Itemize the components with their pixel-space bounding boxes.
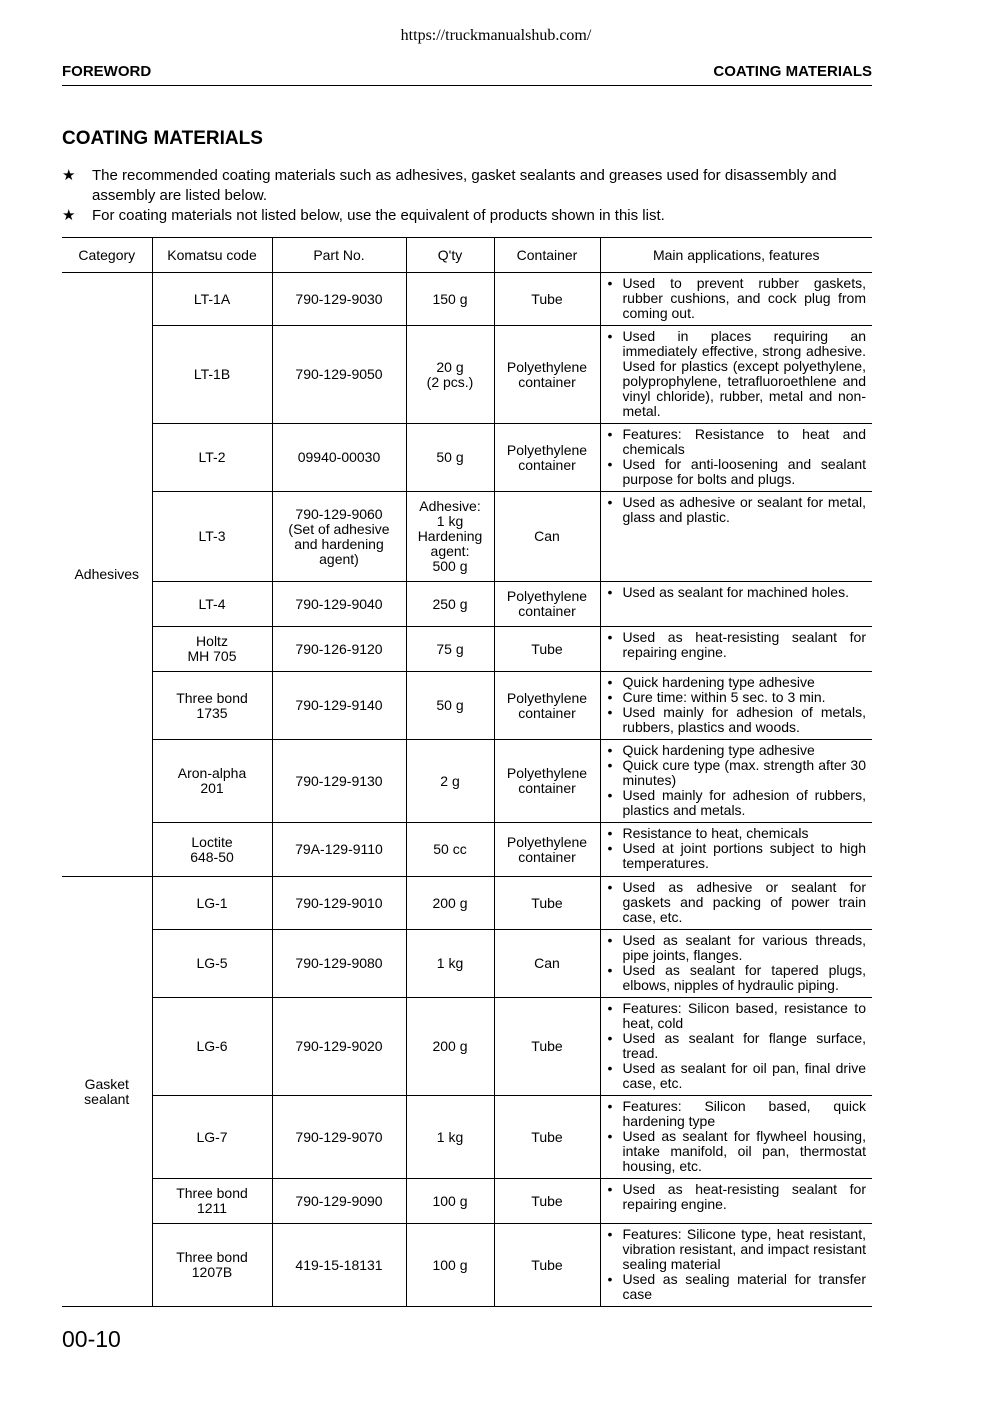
bullet-icon: •	[607, 1098, 613, 1114]
feature-item	[607, 826, 867, 841]
feature-text: Used mainly for adhesion of rubbers, plastics and metals.	[622, 787, 866, 818]
qty-cell	[406, 582, 494, 627]
feature-text: Quick cure type (max. strength after 30 minutes)	[622, 757, 866, 788]
part-no-cell	[272, 273, 406, 326]
feature-text: Used as heat-resisting sealant for repairing engine.	[622, 1181, 866, 1212]
feature-text: Used as heat-resisting sealant for repairing engine.	[622, 629, 866, 660]
bullet-icon: •	[607, 674, 613, 690]
komatsu-code-line: LT-2	[198, 449, 226, 465]
komatsu-code-line: 648-50	[190, 848, 234, 865]
feature-item	[607, 675, 867, 690]
part-no-line: 790-129-9020	[295, 1038, 383, 1054]
table-row	[62, 326, 872, 424]
container-cell	[494, 930, 600, 998]
komatsu-code-cell	[152, 823, 272, 877]
komatsu-code-line: LG-5	[196, 955, 228, 971]
qty-line: 1 kg	[436, 1128, 464, 1145]
qty-cell	[406, 1096, 494, 1179]
komatsu-code-cell	[152, 740, 272, 823]
komatsu-code-line: Loctite	[191, 833, 233, 850]
container-line: Tube	[531, 640, 563, 657]
container-line: Tube	[531, 1192, 563, 1209]
container-cell	[494, 998, 600, 1096]
table-row	[62, 627, 872, 672]
feature-item	[607, 933, 867, 963]
feature-item	[607, 1099, 867, 1129]
part-no-cell	[272, 1096, 406, 1179]
komatsu-code-cell	[152, 998, 272, 1096]
part-no-cell	[272, 1224, 406, 1307]
part-no-line: and hardening	[294, 535, 384, 552]
coating-materials-table	[62, 237, 872, 1307]
bullet-icon: •	[607, 1060, 613, 1076]
container-cell	[494, 326, 600, 424]
feature-text: Used as adhesive or sealant for gaskets and packing of power train case, etc.	[622, 879, 866, 925]
bullet-icon: •	[607, 1000, 613, 1016]
note	[62, 206, 874, 226]
komatsu-code-cell	[152, 627, 272, 672]
qty-line: 50 g	[436, 449, 464, 465]
feature-text: Used for anti-loosening and sealant purpose for bolts and plugs.	[622, 456, 866, 487]
komatsu-code-line: LG-6	[196, 1038, 228, 1054]
table-row	[62, 877, 872, 930]
bullet-icon: •	[607, 1128, 613, 1144]
feature-item	[607, 457, 867, 487]
bullet-icon: •	[607, 962, 613, 978]
table-row	[62, 998, 872, 1096]
container-cell	[494, 672, 600, 740]
bullet-icon: •	[607, 1181, 613, 1197]
note	[62, 166, 874, 206]
komatsu-code-cell	[152, 1224, 272, 1307]
applications-cell	[600, 273, 872, 326]
bullet-icon: •	[607, 328, 613, 344]
star-icon: ★	[62, 167, 76, 184]
feature-item	[607, 1227, 867, 1272]
table-body	[62, 273, 872, 1307]
category-line: Adhesives	[74, 566, 140, 582]
qty-line: 200 g	[432, 894, 468, 911]
table-row	[62, 492, 872, 582]
feature-item	[607, 1182, 867, 1212]
container-line: Tube	[531, 1128, 563, 1145]
qty-cell	[406, 326, 494, 424]
qty-line: 50 g	[436, 697, 464, 713]
komatsu-code-line: Holtz	[196, 633, 228, 649]
komatsu-code-line: 1207B	[191, 1264, 233, 1280]
part-no-line: 419-15-18131	[295, 1256, 383, 1273]
komatsu-code-line: LT-3	[198, 528, 226, 544]
bullet-icon: •	[607, 757, 613, 773]
part-no-cell	[272, 930, 406, 998]
qty-line: 150 g	[432, 290, 468, 307]
applications-cell	[600, 1096, 872, 1179]
category-cell	[62, 273, 152, 877]
qty-line: agent:	[430, 543, 470, 559]
feature-text: Used as sealant for tapered plugs, elbows, nipples of hydraulic piping.	[622, 962, 866, 993]
applications-cell	[600, 930, 872, 998]
container-line: container	[518, 603, 576, 619]
applications-cell	[600, 877, 872, 930]
komatsu-code-line: Three bond	[176, 1249, 248, 1265]
container-line: Polyethylene	[506, 441, 588, 458]
part-no-cell	[272, 326, 406, 424]
feature-item	[607, 788, 867, 818]
applications-cell	[600, 326, 872, 424]
table-row	[62, 672, 872, 740]
qty-line: 50 cc	[433, 841, 467, 857]
qty-line: Adhesive:	[419, 498, 481, 514]
applications-cell	[600, 492, 872, 582]
container-line: Tube	[531, 1038, 563, 1054]
feature-item	[607, 1061, 867, 1091]
column-header-part-no: Part No.	[272, 238, 406, 273]
komatsu-code-cell	[152, 1179, 272, 1224]
feature-text: Used mainly for adhesion of metals, rubbers, plastics and woods.	[622, 704, 866, 735]
komatsu-code-cell	[152, 492, 272, 582]
table-row	[62, 424, 872, 492]
site-url: https://truckmanualshub.com/	[400, 27, 592, 44]
qty-cell	[406, 1224, 494, 1307]
category-cell	[62, 877, 152, 1307]
bullet-icon: •	[607, 879, 613, 895]
feature-item	[607, 690, 867, 705]
komatsu-code-cell	[152, 273, 272, 326]
feature-text: Resistance to heat, chemicals	[622, 825, 809, 841]
komatsu-code-line: LT-1A	[193, 290, 231, 307]
qty-line: 100 g	[432, 1256, 468, 1273]
container-line: Polyethylene	[506, 833, 588, 850]
feature-text: Used as sealant for flange surface, tread.	[622, 1030, 866, 1061]
column-header-applications: Main applications, features	[600, 238, 872, 273]
part-no-cell	[272, 672, 406, 740]
feature-text: Features: Resistance to heat and chemicals	[622, 426, 866, 457]
table-row	[62, 1179, 872, 1224]
part-no-cell	[272, 740, 406, 823]
column-header-container: Container	[494, 238, 600, 273]
bullet-icon: •	[607, 825, 613, 841]
container-line: Tube	[531, 894, 563, 911]
komatsu-code-cell	[152, 930, 272, 998]
table-row	[62, 1224, 872, 1307]
container-line: container	[518, 848, 576, 865]
table-row	[62, 582, 872, 627]
komatsu-code-line: 201	[200, 780, 224, 796]
container-cell	[494, 877, 600, 930]
komatsu-code-cell	[152, 424, 272, 492]
bullet-icon: •	[607, 584, 613, 600]
table-row	[62, 1096, 872, 1179]
qty-cell	[406, 273, 494, 326]
header-section: COATING MATERIALS	[713, 63, 872, 80]
feature-text: Used as sealant for flywheel housing, intake manifold, oil pan, thermostat housing, etc.	[622, 1128, 866, 1174]
bullet-icon: •	[607, 456, 613, 472]
qty-cell	[406, 492, 494, 582]
komatsu-code-line: Three bond	[176, 689, 248, 706]
part-no-cell	[272, 492, 406, 582]
komatsu-code-cell	[152, 326, 272, 424]
applications-cell	[600, 740, 872, 823]
feature-text: Used as adhesive or sealant for metal, glass and plastic.	[622, 494, 866, 525]
komatsu-code-line: LT-1B	[193, 366, 231, 382]
container-line: Polyethylene	[506, 588, 588, 604]
part-no-line: agent)	[319, 550, 359, 567]
feature-item	[607, 630, 867, 660]
container-cell	[494, 424, 600, 492]
part-no-cell	[272, 877, 406, 930]
applications-cell	[600, 424, 872, 492]
part-no-line: 790-129-9010	[295, 894, 383, 911]
part-no-cell	[272, 823, 406, 877]
table-row	[62, 740, 872, 823]
container-line: Can	[534, 528, 560, 544]
container-line: Polyethylene	[506, 358, 588, 375]
bullet-icon: •	[607, 704, 613, 720]
container-cell	[494, 1096, 600, 1179]
column-header-komatsu-code: Komatsu code	[152, 238, 272, 273]
feature-item	[607, 427, 867, 457]
notes	[62, 166, 874, 226]
container-cell	[494, 627, 600, 672]
container-line: Polyethylene	[506, 689, 588, 706]
bullet-icon: •	[607, 742, 613, 758]
part-no-line: 790-129-9040	[295, 595, 383, 612]
feature-text: Used as sealing material for transfer case	[622, 1271, 866, 1302]
feature-text: Cure time: within 5 sec. to 3 min.	[622, 689, 826, 705]
feature-item	[607, 1129, 867, 1174]
part-no-line: 790-129-9070	[295, 1128, 383, 1145]
category-line: Gasket	[84, 1075, 129, 1092]
qty-line: (2 pcs.)	[426, 373, 474, 390]
qty-cell	[406, 1179, 494, 1224]
part-no-line: 09940-00030	[297, 449, 381, 465]
qty-line: 1 kg	[436, 513, 464, 529]
qty-cell	[406, 877, 494, 930]
note-text: The recommended coating materials such as adhesives, gasket sealants and greases used for disassembly and assembly are listed below.	[92, 167, 837, 204]
feature-text: Features: Silicon based, quick hardening type	[622, 1098, 866, 1129]
applications-cell	[600, 998, 872, 1096]
komatsu-code-line: 1735	[196, 704, 228, 721]
qty-line: 200 g	[432, 1038, 468, 1054]
komatsu-code-line: 1211	[196, 1200, 228, 1216]
section-title: COATING MATERIALS	[62, 128, 263, 149]
komatsu-code-line: Aron-alpha	[177, 765, 247, 781]
feature-item	[607, 758, 867, 788]
container-cell	[494, 1179, 600, 1224]
container-cell	[494, 273, 600, 326]
part-no-line: 790-129-9060	[295, 505, 383, 522]
header-chapter: FOREWORD	[62, 63, 152, 80]
applications-cell	[600, 582, 872, 627]
part-no-cell	[272, 627, 406, 672]
komatsu-code-cell	[152, 877, 272, 930]
bullet-icon: •	[607, 426, 613, 442]
qty-cell	[406, 740, 494, 823]
container-line: Can	[534, 955, 560, 971]
part-no-line: 790-129-9080	[295, 955, 383, 971]
part-no-cell	[272, 424, 406, 492]
komatsu-code-cell	[152, 582, 272, 627]
part-no-line: 790-129-9050	[295, 366, 383, 382]
container-line: Polyethylene	[506, 765, 588, 781]
part-no-line: 79A-129-9110	[295, 841, 383, 857]
applications-cell	[600, 823, 872, 877]
container-cell	[494, 740, 600, 823]
applications-cell	[600, 627, 872, 672]
komatsu-code-line: LT-4	[198, 595, 226, 612]
qty-line: 20 g	[436, 358, 464, 375]
feature-text: Used as sealant for oil pan, final drive case, etc.	[622, 1060, 866, 1091]
komatsu-code-line: LG-1	[196, 894, 228, 911]
feature-text: Quick hardening type adhesive	[622, 742, 815, 758]
feature-item	[607, 705, 867, 735]
qty-line: 75 g	[436, 640, 464, 657]
table-row	[62, 930, 872, 998]
applications-cell	[600, 1179, 872, 1224]
part-no-line: 790-129-9030	[295, 290, 383, 307]
page-header	[62, 63, 872, 86]
feature-text: Quick hardening type adhesive	[622, 674, 815, 690]
bullet-icon: •	[607, 1226, 613, 1242]
column-header-category: Category	[62, 238, 152, 273]
container-line: Tube	[531, 1256, 563, 1273]
category-line: sealant	[84, 1090, 130, 1107]
feature-text: Used as sealant for various threads, pipe joints, flanges.	[622, 932, 866, 963]
bullet-icon: •	[607, 689, 613, 705]
qty-cell	[406, 627, 494, 672]
qty-line: 2 g	[440, 772, 460, 789]
feature-item	[607, 495, 867, 525]
part-no-line: 790-129-9130	[295, 772, 383, 789]
feature-text: Used at joint portions subject to high temperatures.	[622, 840, 866, 871]
part-no-cell	[272, 1179, 406, 1224]
container-cell	[494, 492, 600, 582]
bullet-icon: •	[607, 629, 613, 645]
bullet-icon: •	[607, 494, 613, 510]
qty-cell	[406, 998, 494, 1096]
table-row	[62, 823, 872, 877]
part-no-cell	[272, 998, 406, 1096]
part-no-line: 790-129-9090	[295, 1192, 383, 1209]
feature-text: Used as sealant for machined holes.	[622, 584, 849, 600]
bullet-icon: •	[607, 840, 613, 856]
feature-item	[607, 1031, 867, 1061]
feature-text: Features: Silicon based, resistance to heat, cold	[622, 1000, 866, 1031]
qty-cell	[406, 424, 494, 492]
container-cell	[494, 1224, 600, 1307]
container-line: container	[518, 373, 576, 390]
container-line: container	[518, 456, 576, 473]
bullet-icon: •	[607, 932, 613, 948]
bullet-icon: •	[607, 1271, 613, 1287]
qty-line: 1 kg	[436, 955, 464, 971]
applications-cell	[600, 672, 872, 740]
feature-item	[607, 585, 867, 600]
feature-item	[607, 276, 867, 321]
feature-item	[607, 1272, 867, 1302]
applications-cell	[600, 1224, 872, 1307]
table-row	[62, 273, 872, 326]
column-header-qty: Q'ty	[406, 238, 494, 273]
qty-line: 250 g	[432, 595, 468, 612]
feature-text: Features: Silicone type, heat resistant, vibration resistant, and impact resistant sealing material	[622, 1226, 866, 1272]
feature-text: Used in places requiring an immediately effective, strong adhesive. Used for plastics (except polyethylene, polyprophylene, tetrafluoroethlene and vinyl chloride), rubber, metal and non-metal.	[622, 328, 866, 419]
container-cell	[494, 823, 600, 877]
bullet-icon: •	[607, 787, 613, 803]
part-no-cell	[272, 582, 406, 627]
feature-item	[607, 880, 867, 925]
table-header-row	[62, 238, 872, 273]
komatsu-code-line: LG-7	[196, 1128, 228, 1145]
komatsu-code-cell	[152, 1096, 272, 1179]
container-line: container	[518, 704, 576, 721]
qty-line: 100 g	[432, 1192, 468, 1209]
part-no-line: (Set of adhesive	[288, 520, 390, 537]
komatsu-code-line: MH 705	[187, 648, 237, 664]
container-line: container	[518, 780, 576, 796]
qty-cell	[406, 930, 494, 998]
part-no-line: 790-129-9140	[295, 697, 383, 713]
bullet-icon: •	[607, 275, 613, 291]
qty-cell	[406, 823, 494, 877]
container-cell	[494, 582, 600, 627]
feature-item	[607, 1001, 867, 1031]
qty-line: 500 g	[432, 558, 468, 574]
note-text: For coating materials not listed below, use the equivalent of products shown in this list.	[92, 207, 665, 224]
qty-line: Hardening	[417, 528, 483, 544]
komatsu-code-cell	[152, 672, 272, 740]
feature-item	[607, 841, 867, 871]
feature-item	[607, 743, 867, 758]
container-line: Tube	[531, 290, 563, 307]
komatsu-code-line: Three bond	[176, 1185, 248, 1201]
feature-text: Used to prevent rubber gaskets, rubber cushions, and cock plug from coming out.	[622, 275, 866, 321]
feature-item	[607, 963, 867, 993]
part-no-line: 790-126-9120	[295, 640, 383, 657]
bullet-icon: •	[607, 1030, 613, 1046]
star-icon: ★	[62, 207, 76, 224]
page-number: 00-10	[62, 1326, 121, 1352]
qty-cell	[406, 672, 494, 740]
feature-item	[607, 329, 867, 419]
